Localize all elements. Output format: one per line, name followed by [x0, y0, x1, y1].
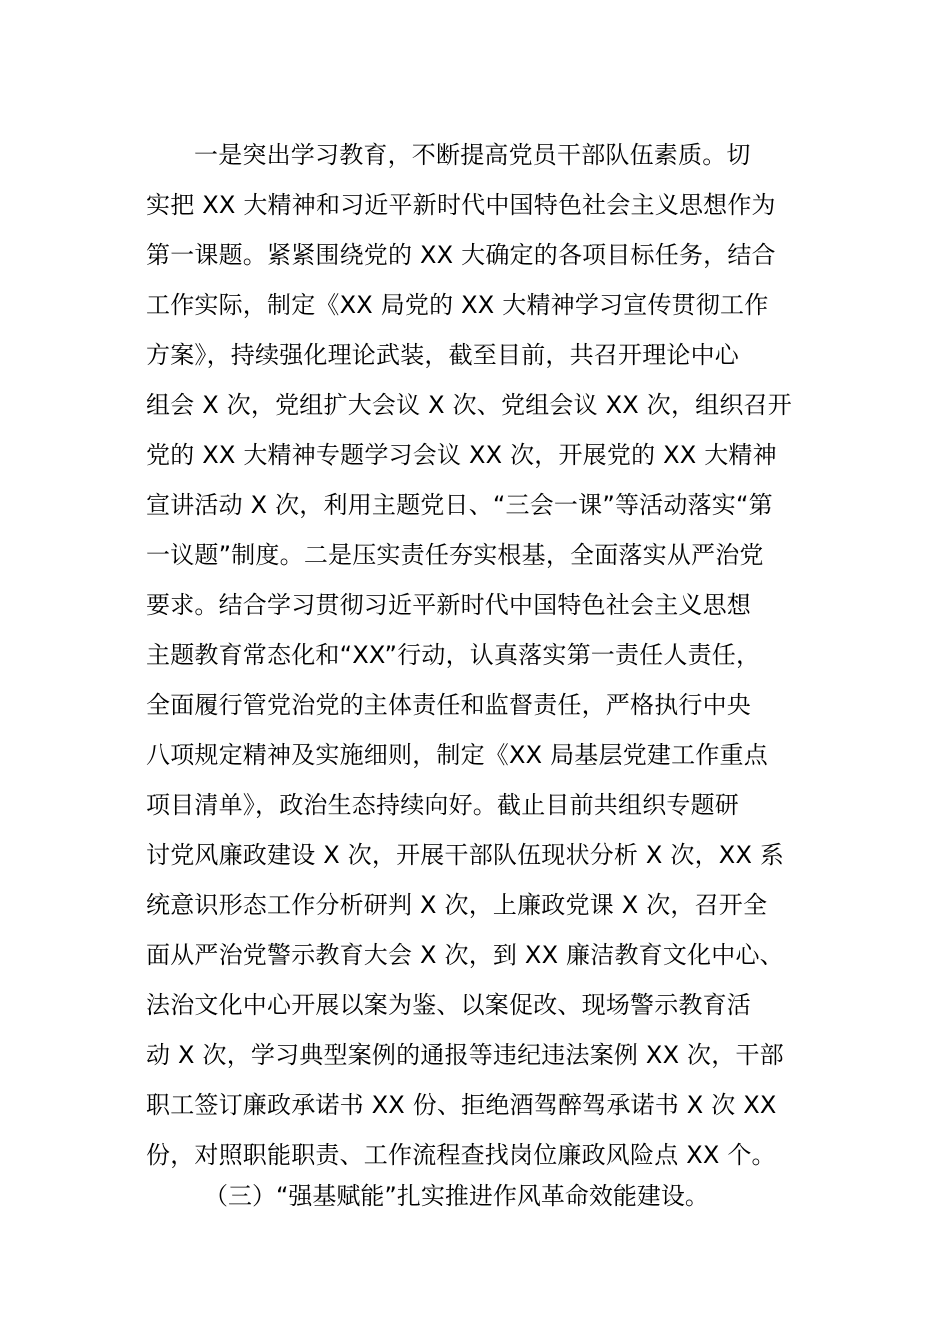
paragraph-line: 方案》，持续强化理论武装，截至目前，共召开理论中心: [146, 341, 739, 369]
paragraph-line: 宣讲活动 X 次，利用主题党日、“三会一课”等活动落实“第: [146, 491, 773, 519]
paragraph-line: 要求。结合学习贯彻习近平新时代中国特色社会主义思想: [146, 591, 751, 619]
paragraph-line: 一是突出学习教育，不断提高党员干部队伍素质。切: [194, 141, 751, 169]
paragraph-line: 一议题”制度。二是压实责任夯实根基，全面落实从严治党: [146, 541, 764, 569]
paragraph-line: 法治文化中心开展以案为鉴、以案促改、现场警示教育活: [146, 991, 751, 1019]
paragraph-line: 动 X 次，学习典型案例的通报等违纪违法案例 XX 次，干部: [146, 1041, 784, 1069]
paragraph-line: 实把 XX 大精神和习近平新时代中国特色社会主义思想作为: [146, 191, 776, 219]
paragraph-line: 工作实际，制定《XX 局党的 XX 大精神学习宣传贯彻工作: [146, 291, 769, 319]
paragraph-line: 项目清单》，政治生态持续向好。截止目前共组织专题研: [146, 791, 739, 819]
section-heading: （三）“强基赋能”扎实推进作风革命效能建设。: [204, 1182, 709, 1210]
paragraph-line: 全面履行管党治党的主体责任和监督责任，严格执行中央: [146, 691, 751, 719]
paragraph-line: 面从严治党警示教育大会 X 次，到 XX 廉洁教育文化中心、: [146, 941, 784, 969]
body-paragraph: [146, 130, 816, 1180]
paragraph-line: 份，对照职能职责、工作流程查找岗位廉政风险点 XX 个。: [146, 1141, 776, 1169]
paragraph-line: 第一课题。紧紧围绕党的 XX 大确定的各项目标任务，结合: [146, 241, 776, 269]
paragraph-line: 讨党风廉政建设 X 次，开展干部队伍现状分析 X 次，XX 系: [146, 841, 785, 869]
paragraph-line: 主题教育常态化和“XX”行动，认真落实第一责任人责任，: [146, 641, 761, 669]
paragraph-line: 八项规定精神及实施细则，制定《XX 局基层党建工作重点: [146, 741, 768, 769]
paragraph-line: 职工签订廉政承诺书 XX 份、拒绝酒驾醉驾承诺书 X 次 XX: [146, 1091, 777, 1119]
paragraph-line: 统意识形态工作分析研判 X 次，上廉政党课 X 次，召开全: [146, 891, 768, 919]
paragraph-line: 组会 X 次，党组扩大会议 X 次、党组会议 XX 次，组织召开: [146, 391, 792, 419]
paragraph-line: 党的 XX 大精神专题学习会议 XX 次，开展党的 XX 大精神: [146, 441, 777, 469]
